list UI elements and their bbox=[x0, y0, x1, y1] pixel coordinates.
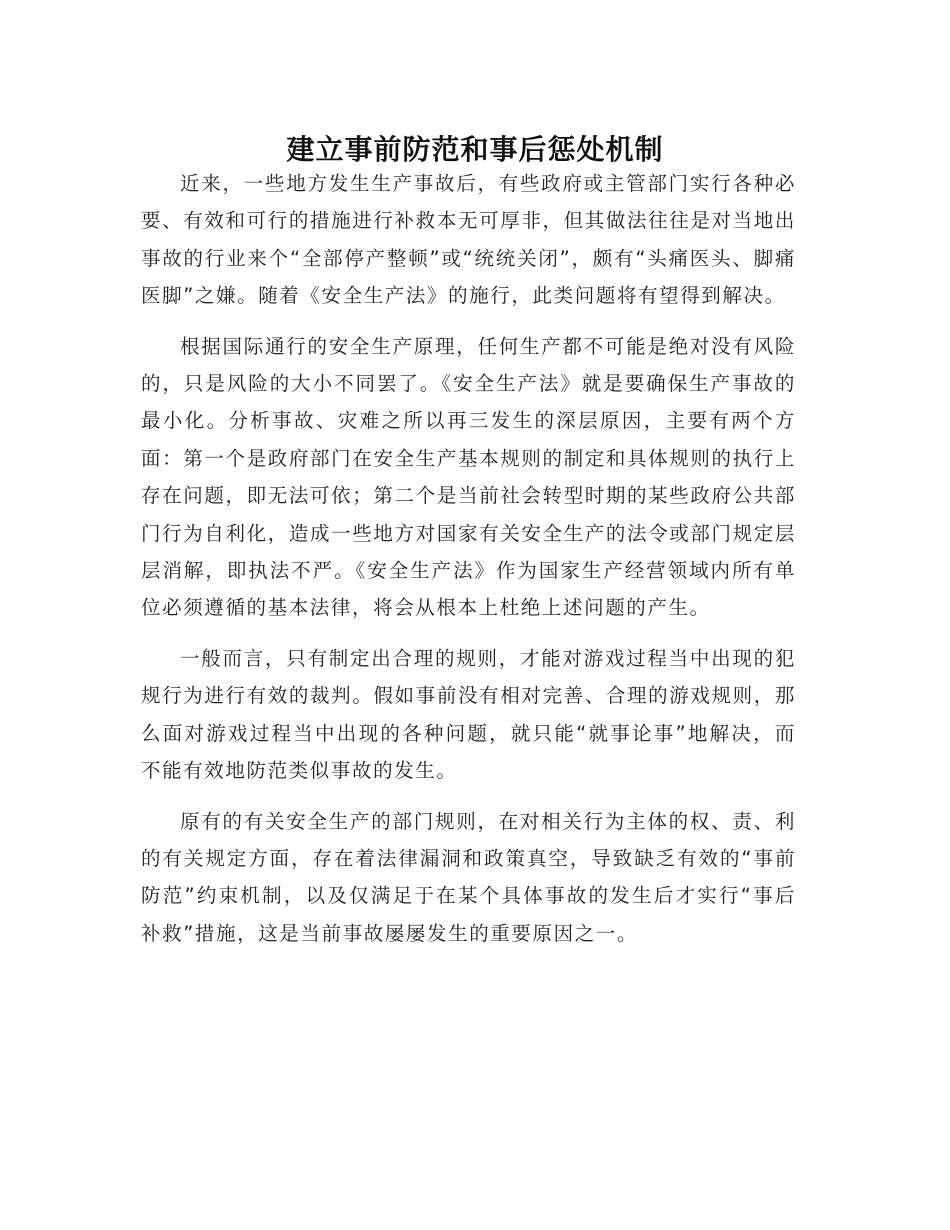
document-title: 建立事前防范和事后惩处机制 bbox=[286, 132, 664, 166]
paragraph-2: 根据国际通行的安全生产原理，任何生产都不可能是绝对没有风险的，只是风险的大小不同罢了。《安全生产法》就是要确保生产事故的最小化。分析事故、灾难之所以再三发生的深层原因，主要有两个方面：第一个是政府部门在安全生产基本规则的制定和具体规则的执行上存在问题，即无法可依；第二个是当前社会转型时期的某些政府公共部门行为自利化，造成一些地方对国家有关安全生产的法令或部门规定层层消解，即执法不严。《安全生产法》作为国家生产经营领域内所有单位必须遵循的基本法律，将会从根本上杜绝上述问题的产生。 bbox=[141, 334, 796, 620]
paragraph-4: 原有的有关安全生产的部门规则，在对相关行为主体的权、责、利的有关规定方面，存在着法律漏洞和政策真空，导致缺乏有效的“事前防范”约束机制，以及仅满足于在某个具体事故的发生后才实行“事后补救”措施，这是当前事故屡屡发生的重要原因之一。 bbox=[141, 809, 796, 945]
paragraph-1: 近来，一些地方发生生产事故后，有些政府或主管部门实行各种必要、有效和可行的措施进行补救本无可厚非，但其做法往往是对当地出事故的行业来个“全部停产整顿”或“统统关闭”，颇有“头痛医头、脚痛医脚”之嫌。随着《安全生产法》的施行，此类问题将有望得到解决。 bbox=[141, 172, 796, 308]
document-body bbox=[141, 165, 796, 965]
paragraph-3: 一般而言，只有制定出合理的规则，才能对游戏过程当中出现的犯规行为进行有效的裁判。假如事前没有相对完善、合理的游戏规则，那么面对游戏过程当中出现的各种问题，就只能“就事论事”地解决，而不能有效地防范类似事故的发生。 bbox=[141, 646, 796, 783]
